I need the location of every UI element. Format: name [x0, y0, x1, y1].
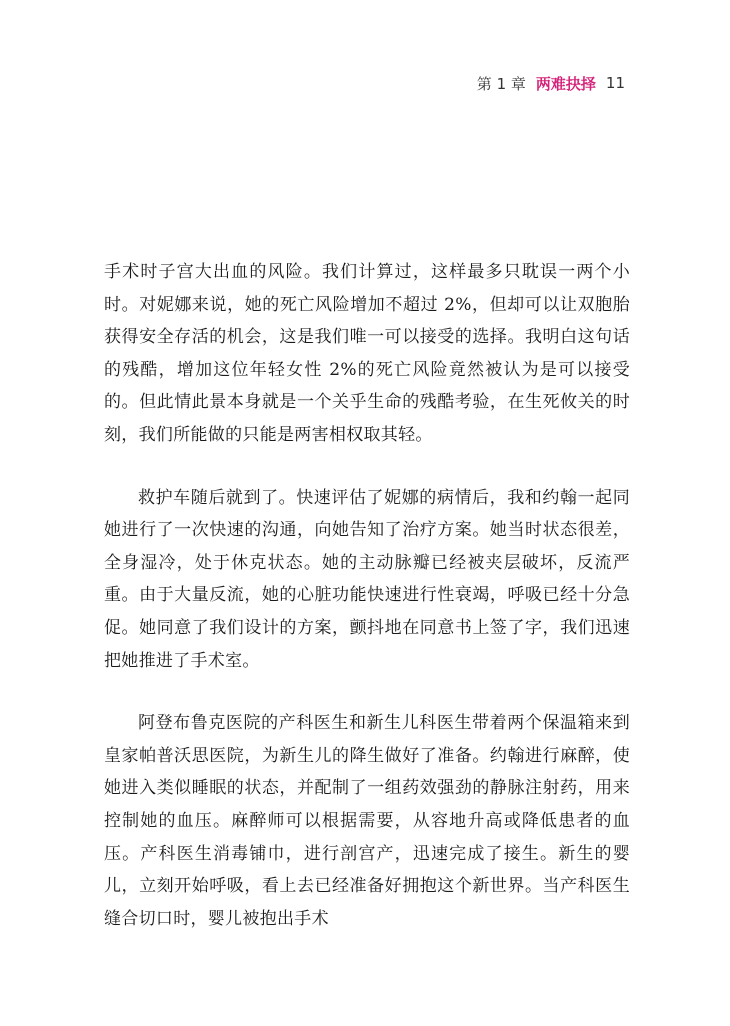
- paragraph: 手术时子宫大出血的风险。我们计算过，这样最多只耽误一两个小时。对妮娜来说，她的死亡风险增加不超过 2%，但却可以让双胞胎获得安全存活的机会，这是我们唯一可以接受的选择。我明白这句话的残酷，增加这位年轻女性 2%的死亡风险竟然被认为是可以接受的。但此情此景本身就是一个关乎生命的残酷考验，在生死攸关的时刻，我们所能做的只能是两害相权取其轻。: [104, 262, 630, 445]
- running-header: [477, 71, 625, 95]
- chapter-label: 第 1 章: [476, 74, 526, 93]
- paragraph: 救护车随后就到了。快速评估了妮娜的病情后，我和约翰一起同她进行了一次快速的沟通，向她告知了治疗方案。她当时状态很差，全身湿冷，处于休克状态。她的主动脉瓣已经被夹层破坏，反流严重。由于大量反流，她的心脏功能快速进行性衰竭，呼吸已经十分急促。她同意了我们设计的方案，颤抖地在同意书上签了字，我们迅速把她推进了手术室。: [104, 487, 630, 671]
- page-number: 11: [605, 74, 625, 92]
- body-text: [104, 256, 630, 935]
- paragraph: 阿登布鲁克医院的产科医生和新生儿科医生带着两个保温箱来到皇家帕普沃思医院，为新生儿的降生做好了准备。约翰进行麻醉，使她进入类似睡眠的状态，并配制了一组药效强劲的静脉注射药，用来控制她的血压。麻醉师可以根据需要，从容地升高或降低患者的血压。产科医生消毒铺巾，进行剖宫产，迅速完成了接生。新生的婴儿，立刻开始呼吸，看上去已经准备好拥抱这个新世界。当产科医生缝合切口时，婴儿被抱出手术: [104, 713, 630, 929]
- chapter-title: 两难抉择: [535, 74, 596, 93]
